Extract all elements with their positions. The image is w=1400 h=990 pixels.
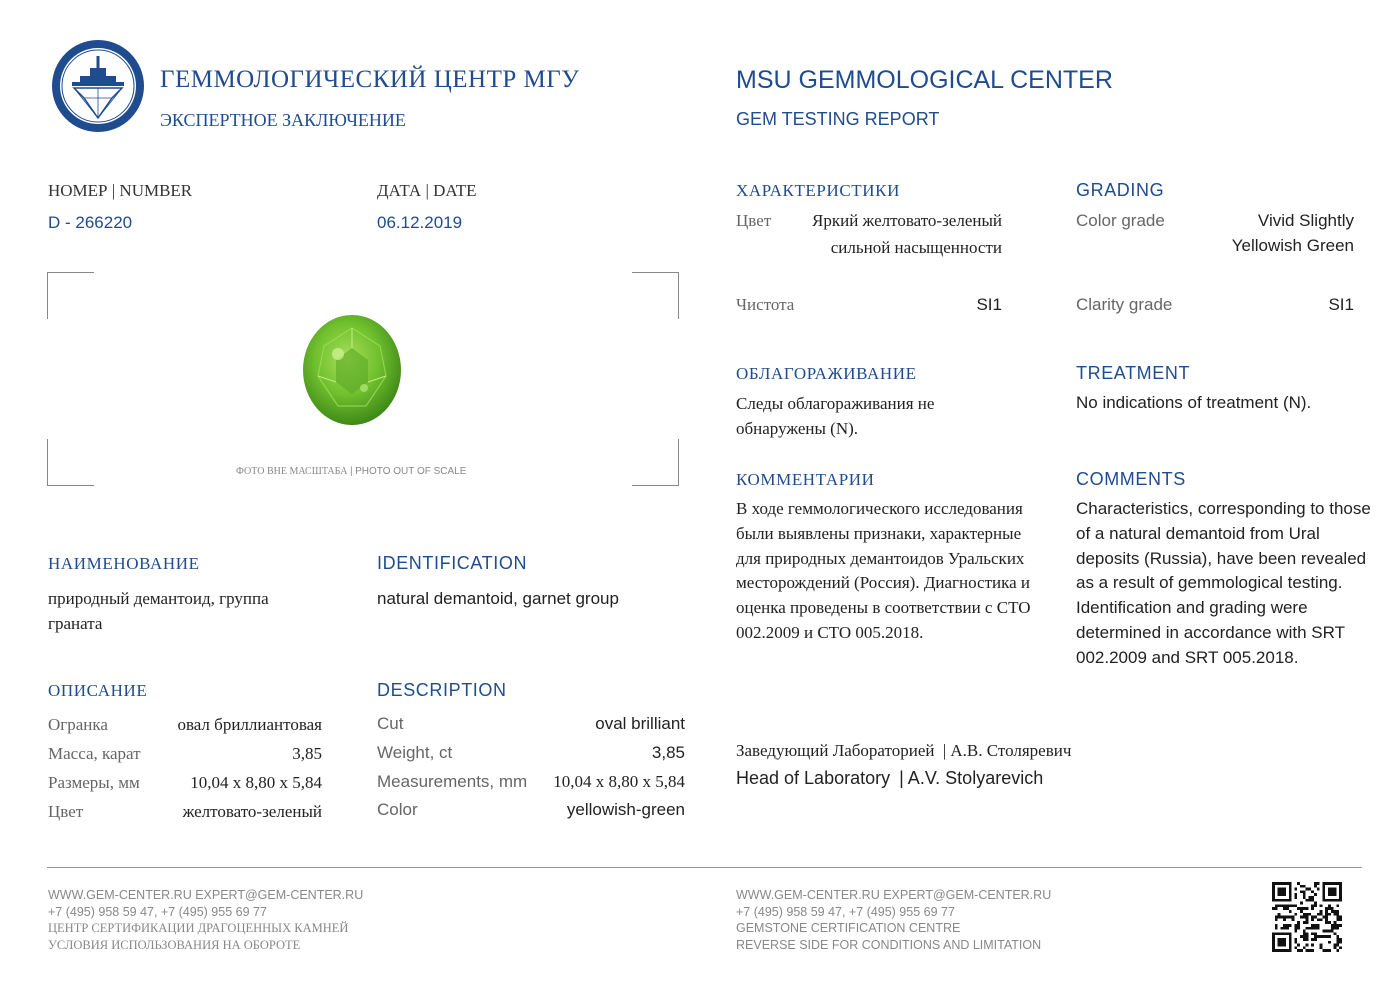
footer-divider xyxy=(47,867,1362,868)
grading-color-line1-ru: Яркий желтовато-зеленый xyxy=(812,211,1002,230)
desc-value: 3,85 xyxy=(651,743,685,762)
treatment-header-ru: ОБЛАГОРАЖИВАНИЕ xyxy=(736,364,917,383)
comments-text-ru: В ходе геммологического исследования были выявлены признаки, характерные для природных демантоидов Уральских месторождений (Россия). Диагностика и оценка проведены в соответствии с СТО 002.2009 и СТО 005.2018. xyxy=(736,499,1031,642)
identification-text-ru: природный демантоид, группа граната xyxy=(48,589,269,633)
desc-label: Color xyxy=(377,800,418,819)
signature-ru xyxy=(736,738,1071,763)
desc-row-ru-weight xyxy=(48,741,322,766)
photo-frame-corner-tl xyxy=(47,272,94,319)
photo-frame-corner-br xyxy=(632,439,679,486)
title-ru: ГЕММОЛОГИЧЕСКИЙ ЦЕНТР МГУ xyxy=(160,66,580,93)
desc-value: oval brilliant xyxy=(595,714,685,733)
footer-right-conditions: REVERSE SIDE FOR CONDITIONS AND LIMITATION xyxy=(736,937,1042,952)
comments-text-en: Characteristics, corresponding to those of a natural demantoid from Ural deposits (Russia), have been revealed as a result of gemmological testing. Identification and grading were determined in accordance with SRT 002.2009 and SRT 005.2018. xyxy=(1076,499,1371,667)
footer-right-centre: GEMSTONE CERTIFICATION CENTRE xyxy=(736,921,961,935)
signature-role-ru: Заведующий Лабораторией xyxy=(736,741,935,760)
desc-label: Размеры, мм xyxy=(48,773,140,792)
desc-row-ru-measurements xyxy=(48,770,322,795)
treatment-text-ru: Следы облагораживания не обнаружены (N). xyxy=(736,394,935,438)
footer-left-web: WWW.GEM-CENTER.RU EXPERT@GEM-CENTER.RU xyxy=(48,888,364,902)
photo-caption-en: PHOTO OUT OF SCALE xyxy=(355,466,467,477)
desc-value: yellowish-green xyxy=(566,800,685,819)
desc-value: 3,85 xyxy=(292,744,322,763)
signature-name-ru: | А.В. Столяревич xyxy=(942,741,1072,760)
description-header-ru: ОПИСАНИЕ xyxy=(48,681,148,700)
signature-role-en: Head of Laboratory xyxy=(736,768,891,788)
footer-left-phone: +7 (495) 958 59 47, +7 (495) 955 69 77 xyxy=(48,904,267,919)
grading-clarity-row-en xyxy=(1076,292,1354,317)
desc-label: Цвет xyxy=(48,802,84,821)
desc-label: Cut xyxy=(377,714,404,733)
photo-caption-sep: | xyxy=(349,466,353,477)
footer-right-phone: +7 (495) 958 59 47, +7 (495) 955 69 77 xyxy=(736,904,955,919)
desc-row-en-measurements xyxy=(377,769,685,794)
photo-caption xyxy=(236,466,466,477)
desc-row-en-weight xyxy=(377,740,685,765)
desc-value: 10,04 x 8,80 x 5,84 xyxy=(553,772,685,791)
msu-seal-logo xyxy=(50,38,146,134)
grading-clarity-label-en: Clarity grade xyxy=(1076,295,1173,314)
description-header-en: DESCRIPTION xyxy=(377,680,507,700)
footer-right-web: WWW.GEM-CENTER.RU EXPERT@GEM-CENTER.RU xyxy=(736,888,1052,902)
footer-left xyxy=(48,887,408,953)
desc-value: желтовато-зеленый xyxy=(182,802,322,821)
desc-row-ru-color xyxy=(48,799,322,824)
grading-color-label-ru: Цвет xyxy=(736,211,772,230)
grading-clarity-value-ru: SI1 xyxy=(976,295,1002,314)
treatment-text-en: No indications of treatment (N). xyxy=(1076,393,1312,412)
desc-label: Масса, карат xyxy=(48,744,141,763)
comments-header-en: COMMENTS xyxy=(1076,469,1186,489)
grading-color-value-ru xyxy=(780,208,1002,260)
signature-en xyxy=(736,766,1043,791)
photo-frame-corner-bl xyxy=(47,439,94,486)
subtitle-en: GEM TESTING REPORT xyxy=(736,109,940,129)
grading-color-line1-en: Vivid Slightly xyxy=(1257,211,1354,230)
identification-text-en: natural demantoid, garnet group xyxy=(377,589,619,608)
grading-color-line2-en: Yellowish Green xyxy=(1231,236,1354,255)
desc-label: Measurements, mm xyxy=(377,772,528,791)
title-en: MSU GEMMOLOGICAL CENTER xyxy=(736,66,1113,94)
gem-photo xyxy=(302,314,402,426)
qr-code xyxy=(1272,882,1342,952)
identification-header-ru: НАИМЕНОВАНИЕ xyxy=(48,554,200,573)
grading-header-ru: ХАРАКТЕРИСТИКИ xyxy=(736,181,900,200)
photo-caption-ru: ФОТО ВНЕ МАСШТАБА xyxy=(236,466,348,477)
number-value: D - 266220 xyxy=(48,213,133,232)
number-label: НОМЕР | NUMBER xyxy=(48,181,193,200)
grading-color-value-en xyxy=(1180,208,1354,258)
desc-row-en-cut xyxy=(377,711,685,736)
desc-label: Weight, ct xyxy=(377,743,453,762)
date-label: ДАТА | DATE xyxy=(377,181,477,200)
treatment-header-en: TREATMENT xyxy=(1076,363,1191,383)
comments-header-ru: КОММЕНТАРИИ xyxy=(736,470,875,489)
desc-label: Огранка xyxy=(48,715,108,734)
footer-left-centre: ЦЕНТР СЕРТИФИКАЦИИ ДРАГОЦЕННЫХ КАМНЕЙ xyxy=(48,921,349,935)
grading-clarity-label-ru: Чистота xyxy=(736,295,795,314)
grading-header-en: GRADING xyxy=(1076,180,1165,200)
grading-clarity-row-ru xyxy=(736,292,1002,317)
grading-color-label-en: Color grade xyxy=(1076,211,1165,230)
grading-color-line2-ru: сильной насыщенности xyxy=(830,238,1002,257)
footer-left-conditions: УСЛОВИЯ ИСПОЛЬЗОВАНИЯ НА ОБОРОТЕ xyxy=(48,937,301,952)
identification-header-en: IDENTIFICATION xyxy=(377,553,528,573)
desc-row-ru-cut xyxy=(48,712,322,737)
signature-name-en: | A.V. Stolyarevich xyxy=(899,768,1044,788)
subtitle-ru: ЭКСПЕРТНОЕ ЗАКЛЮЧЕНИЕ xyxy=(160,110,406,130)
grading-clarity-value-en: SI1 xyxy=(1328,295,1354,314)
desc-value: 10,04 x 8,80 x 5,84 xyxy=(190,773,322,792)
date-value: 06.12.2019 xyxy=(377,213,463,232)
desc-value: овал бриллиантовая xyxy=(177,715,322,734)
desc-row-en-color xyxy=(377,797,685,822)
footer-right xyxy=(736,887,1096,953)
photo-frame-corner-tr xyxy=(632,272,679,319)
